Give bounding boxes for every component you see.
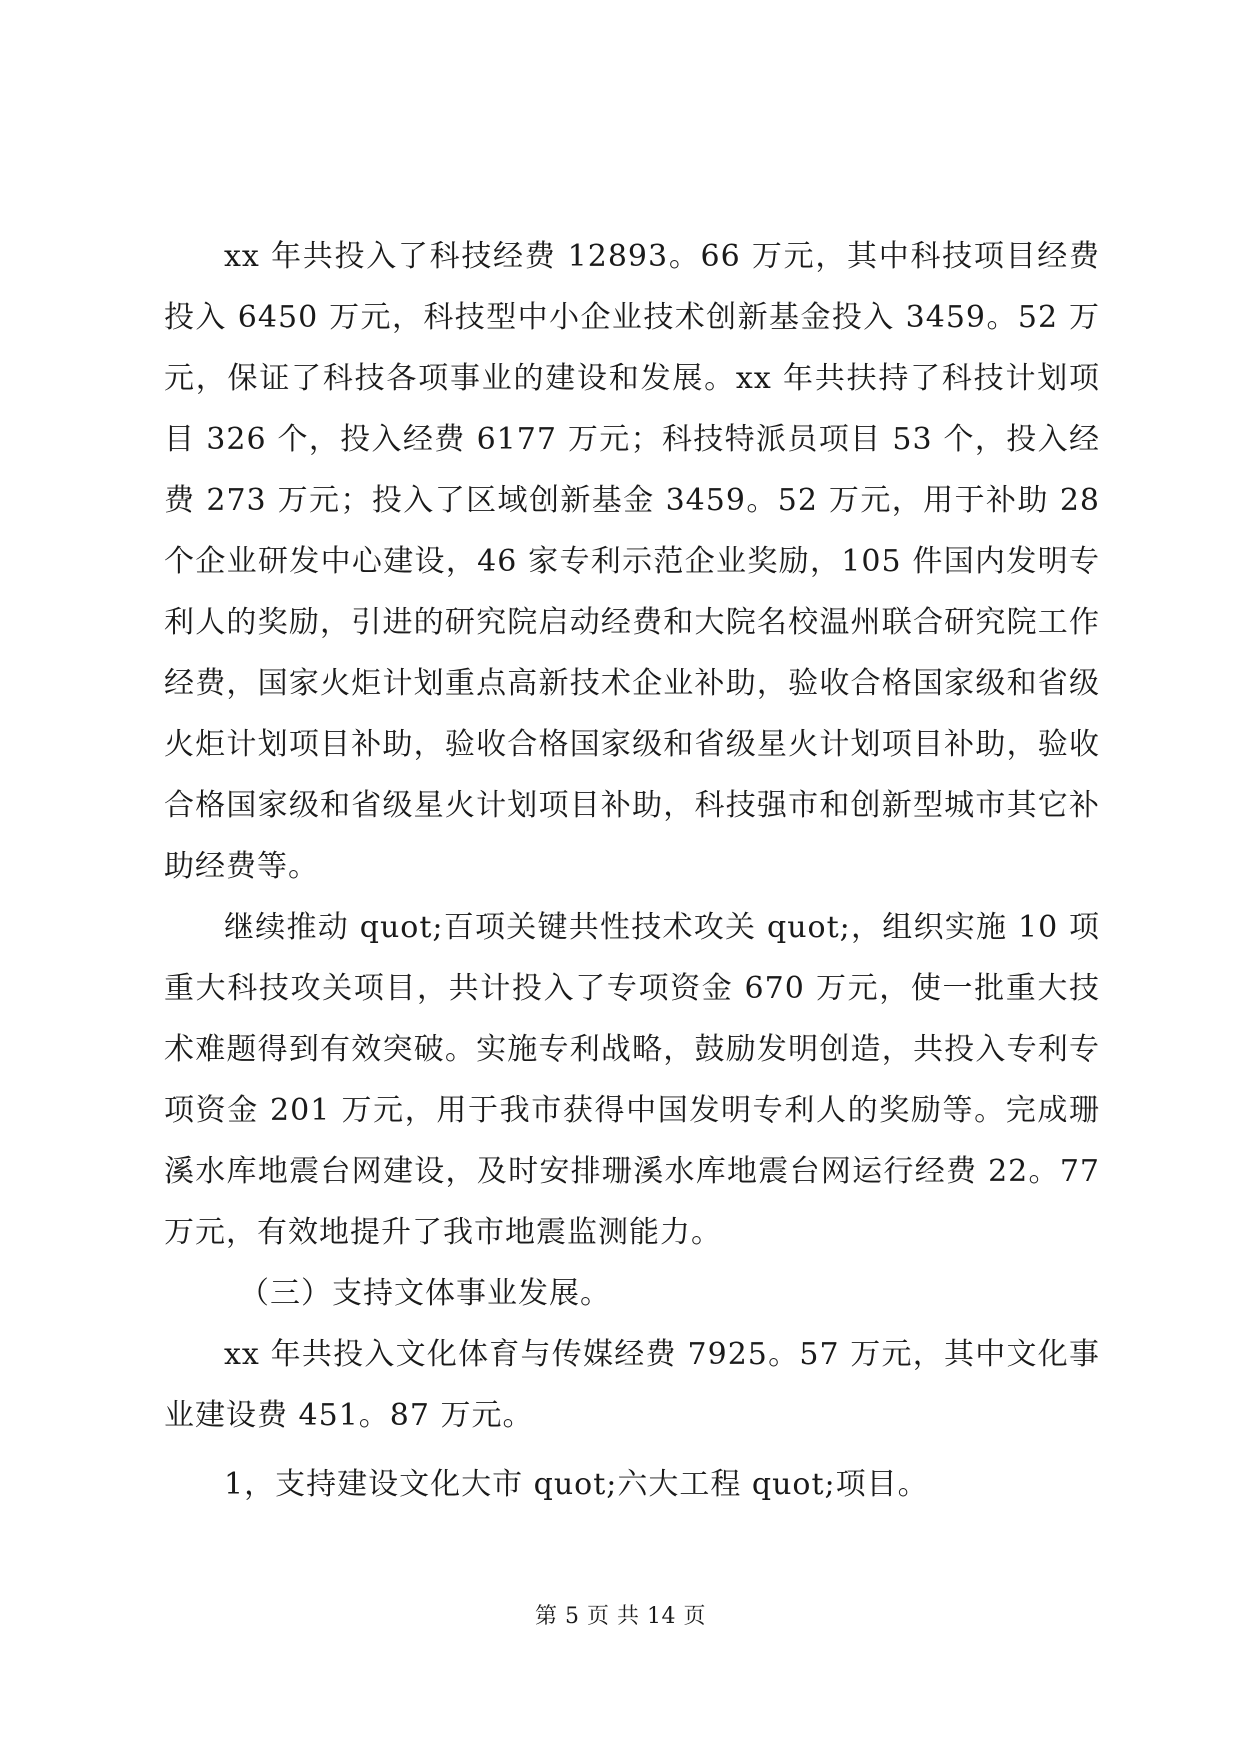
paragraph-tech-funding: xx 年共投入了科技经费 12893。66 万元，其中科技项目经费投入 6450 万元，科技型中小企业技术创新基金投入 3459。52 万元，保证了科技各项事业的建设和发展。xx 年共扶持了科技计划项目 326 个，投入经费 6177 万元；科技特派员项目 53 个，投入经费 273 万元；投入了区域创新基金 3459。52 万元，用于补助 28 个企业研发中心建设，46 家专利示范企业奖励，105 件国内发明专利人的奖励，引进的研究院启动经费和大院名校温州联合研究院工作经费，国家火炬计划重点高新技术企业补助，验收合格国家级和省级火炬计划项目补助，验收合格国家级和省级星火计划项目补助，验收合格国家级和省级星火计划项目补助，科技强市和创新型城市其它补助经费等。 [164, 239, 1100, 884]
paragraph-key-technology: 继续推动 quot;百项关键共性技术攻关 quot;，组织实施 10 项重大科技攻关项目，共计投入了专项资金 670 万元，使一批重大技术难题得到有效突破。实施专利战略，鼓励发明创造，共投入专利专项资金 201 万元，用于我市获得中国发明专利人的奖励等。完成珊溪水库地震台网建设，及时安排珊溪水库地震台网运行经费 22。77 万元，有效地提升了我市地震监测能力。 [164, 910, 1100, 1250]
paragraph-culture-funding: xx 年共投入文化体育与传媒经费 7925。57 万元，其中文化事业建设费 451。87 万元。 [164, 1337, 1100, 1433]
section-heading-culture-sports: （三）支持文体事业发展。 [239, 1276, 611, 1311]
page-footer: 第 5 页 共 14 页 [535, 1604, 706, 1629]
paragraph-item-1: 1，支持建设文化大市 quot;六大工程 quot;项目。 [224, 1467, 929, 1502]
document-body [164, 226, 1100, 1515]
